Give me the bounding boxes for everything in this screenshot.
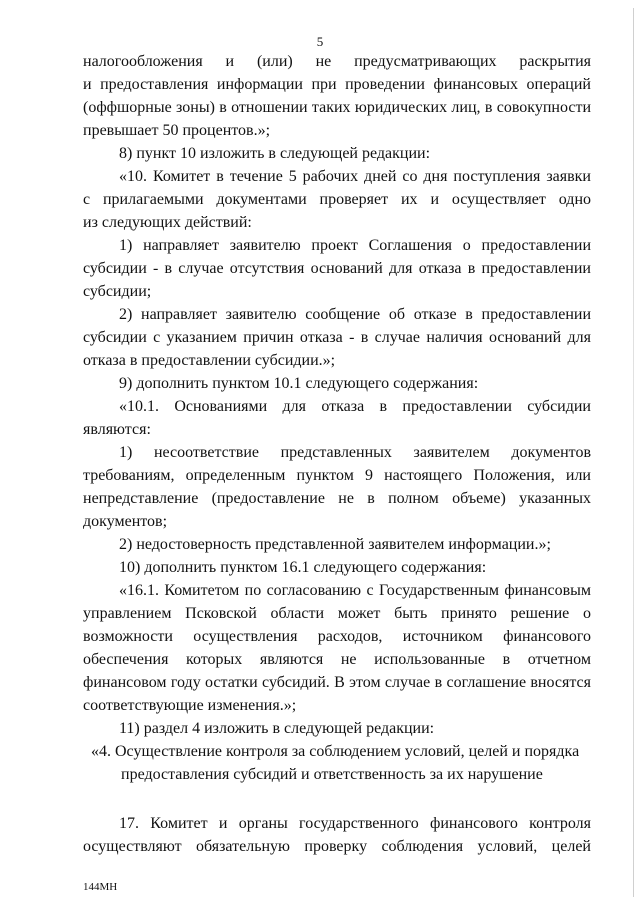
text-line: из следующих действий: <box>83 214 252 231</box>
text-line: (оффшорные зоны) в отношении таких юридических лиц, в совокупности <box>83 99 591 116</box>
list-item-heading: 9) дополнить пунктом 10.1 следующего содержания: <box>119 375 479 392</box>
text-line: с прилагаемыми документами проверяет их и осуществляет одно <box>83 191 591 208</box>
text-line: управлением Псковской области может быть принято решение о <box>83 605 591 622</box>
scan-edge <box>633 8 634 897</box>
text-line: «10. Комитет в течение 5 рабочих дней со дня поступления заявки <box>119 168 591 185</box>
text-line: финансовом году остатки субсидий. В этом случае в соглашение вносятся <box>83 674 591 691</box>
section-heading: «4. Осуществление контроля за соблюдением условий, целей и порядка <box>91 743 580 760</box>
text-line: документов; <box>83 513 168 530</box>
text-line: 1) несоответствие представленных заявителем документов <box>119 444 591 461</box>
text-line: 2) недостоверность представленной заявителем информации.»; <box>119 536 551 553</box>
document-code: 144МН <box>83 881 118 893</box>
text-line: 1) направляет заявителю проект Соглашения о предоставлении <box>119 237 591 254</box>
text-line: «16.1. Комитетом по согласованию с Государственным финансовым <box>119 582 591 599</box>
text-line: превышает 50 процентов.»; <box>83 122 271 139</box>
text-line: обеспечения которых являются не использованные в отчетном <box>83 651 591 668</box>
list-item-heading: 10) дополнить пунктом 16.1 следующего содержания: <box>119 559 487 576</box>
list-item-heading: 8) пункт 10 изложить в следующей редакции: <box>119 145 431 162</box>
text-line: непредставление (предоставление не в полном объеме) указанных <box>83 490 591 507</box>
text-line: соответствующие изменения.»; <box>83 697 297 714</box>
text-line: осуществляют обязательную проверку соблюдения условий, целей <box>83 838 591 855</box>
list-item-heading: 11) раздел 4 изложить в следующей редакции: <box>119 720 435 737</box>
text-line: и предоставления информации при проведении финансовых операций <box>83 76 591 93</box>
text-line: субсидии - в случае отсутствия оснований для отказа в предоставлении <box>83 260 591 277</box>
text-line: 2) направляет заявителю сообщение об отказе в предоставлении <box>119 306 591 323</box>
text-line: отказа в предоставлении субсидии.»; <box>83 352 336 369</box>
text-line: являются: <box>83 421 151 438</box>
text-line: 17. Комитет и органы государственного финансового контроля <box>119 815 591 832</box>
text-line: требованиям, определенным пунктом 9 настоящего Положения, или <box>83 467 591 484</box>
page-number: 5 <box>316 34 324 49</box>
text-line: налогообложения и (или) не предусматривающих раскрытия <box>83 53 591 70</box>
text-line: возможности осуществления расходов, источником финансового <box>83 628 591 645</box>
section-heading: предоставления субсидий и ответственность за их нарушение <box>121 766 543 783</box>
text-line: субсидии; <box>83 283 152 300</box>
text-line: субсидии с указанием причин отказа - в случае наличия оснований для <box>83 329 591 346</box>
text-line: «10.1. Основаниями для отказа в предоставлении субсидии <box>119 398 591 415</box>
